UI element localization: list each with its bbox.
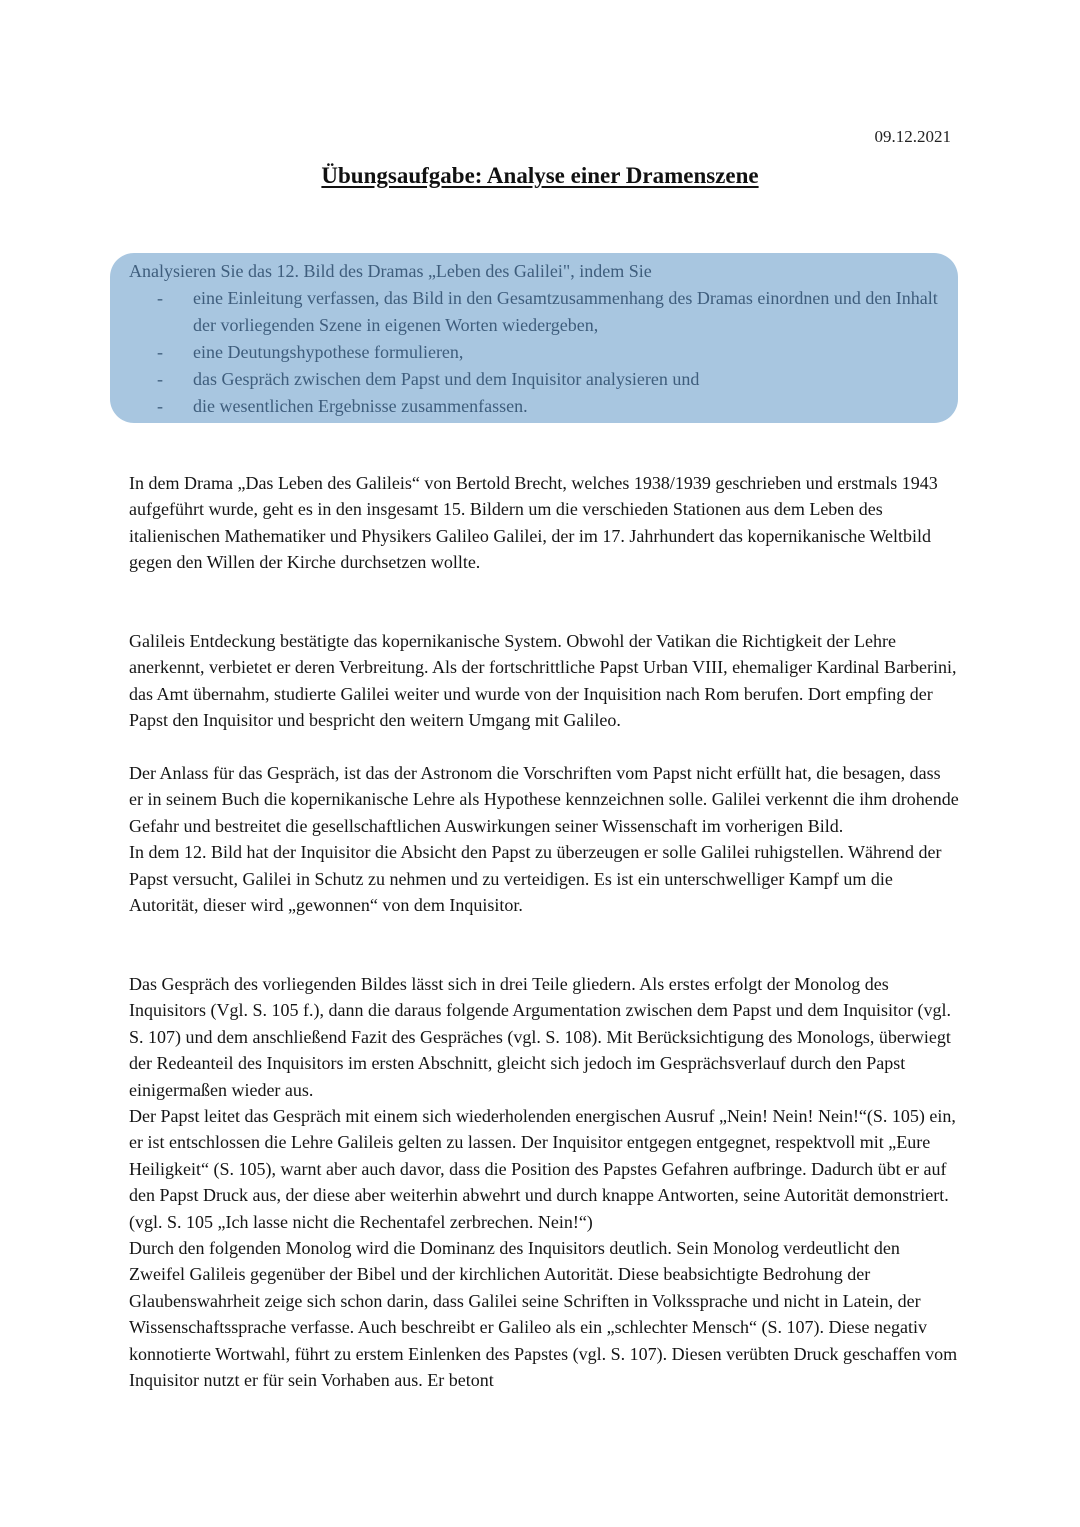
task-item-text: die wesentlichen Ergebnisse zusammenfassen. — [193, 395, 528, 416]
dash-bullet: - — [157, 287, 163, 308]
task-item — [129, 393, 938, 420]
task-item-text: eine Einleitung verfassen, das Bild in den Gesamtzusammenhang des Dramas einordnen und den Inhalt der vorliegenden Szene in eigenen Worten wiedergeben, — [193, 287, 938, 335]
hypothesis-paragraph: In dem 12. Bild hat der Inquisitor die Absicht den Papst zu überzeugen er solle Galilei ruhigstellen. Während der Papst versucht, Galilei in Schutz zu nehmen und zu verteidigen. Es ist ein unterschwelliger Kampf um die Autorität, dieser wird „gewonnen“ von dem Inquisitor. — [129, 842, 942, 916]
task-list — [129, 285, 938, 420]
task-item — [129, 339, 938, 366]
paragraph-text: Galileis Entdeckung bestätigte das kopernikanische System. Obwohl der Vatikan die Richtigkeit der Lehre anerkennt, verbietet er deren Verbreitung. Als der fortschrittliche Papst Urban VIII, ehemaliger Kardinal Barberini, das Amt übernahm, studierte Galilei weiter und wurde von der Inquisition nach Rom berufen. Dort empfing der Papst den Inquisitor und bespricht den weitern Umgang mit Galileo. — [129, 631, 957, 731]
task-box — [110, 253, 958, 423]
dash-bullet: - — [157, 341, 163, 362]
occasion-paragraph: Der Anlass für das Gespräch, ist das der Astronom die Vorschriften vom Papst nicht erfüllt hat, die besagen, dass er in seinem Buch die kopernikanische Lehre als Hypothese kennzeichnen solle. Galilei verkennt die ihm drohende Gefahr und bestreitet die gesellschaftlichen Auswirkungen seiner Wissenschaft im vorherigen Bild. — [129, 763, 959, 836]
paragraph-text: In dem Drama „Das Leben des Galileis“ von Bertold Brecht, welches 1938/1939 geschrieben und erstmals 1943 aufgeführt wurde, geht es in den insgesamt 15. Bildern um die verschieden Stationen aus dem Leben des italienischen Mathematiker und Physikers Galileo Galilei, der im 17. Jahrhundert das kopernikanische Weltbild gegen den Willen der Kirche durchsetzen wollte. — [129, 473, 938, 573]
structure-paragraph: Das Gespräch des vorliegenden Bildes lässt sich in drei Teile gliedern. Als erstes erfolgt der Monolog des Inquisitors (Vgl. S. 105 f.), dann die daraus folgende Argumentation zwischen dem Papst und dem Inquisitor (vgl. S. 107) und dem anschließend Fazit des Gespräches (vgl. S. 108). Mit Berücksichtigung des Monologs, überwiegt der Redeanteil des Inquisitors im ersten Abschnitt, gleicht sich jedoch im Gesprächsverlauf durch den Papst einigermaßen wieder aus. — [129, 974, 952, 1100]
occasion-section — [129, 760, 959, 918]
task-item — [129, 285, 938, 339]
task-item-text: eine Deutungshypothese formulieren, — [193, 341, 464, 362]
document-date: 09.12.2021 — [874, 127, 951, 146]
dash-bullet: - — [157, 368, 163, 389]
dash-bullet: - — [157, 395, 163, 416]
task-intro: Analysieren Sie das 12. Bild des Dramas „Leben des Galilei", indem Sie — [129, 261, 652, 281]
monologue-paragraph: Durch den folgenden Monolog wird die Dominanz des Inquisitors deutlich. Sein Monolog verdeutlicht den Zweifel Galileis gegenüber der Bibel und der kirchlichen Autorität. Diese beabsichtigte Bedrohung der Glaubenswahrheit zeige sich schon darin, dass Galilei seine Schriften in Volkssprache und nicht in Latein, der Wissenschaftssprache verfasse. Auch beschreibt er Galileo als ein „schlechter Mensch“ (S. 107). Diese negativ konnotierte Wortwahl, führt zu erstem Einlenken des Papstes (vgl. S. 107). Diesen verübten Druck geschaffen vom Inquisitor nutzt er für sein Vorhaben aus. Er betont — [129, 1238, 958, 1391]
opening-paragraph: Der Papst leitet das Gespräch mit einem sich wiederholenden energischen Ausruf „Nein! Nein! Nein!“(S. 105) ein, er ist entschlossen die Lehre Galileis gelten zu lassen. Der Inquisitor entgegen entgegnet, respektvoll mit „Eure Heiligkeit“ (S. 105), warnt aber auch davor, dass die Position des Papstes Gefahren aufbringe. Dadurch übt er auf den Papst Druck aus, der diese aber weiterhin abwehrt und durch knappe Antworten, seine Autorität demonstriert. (vgl. S. 105 „Ich lasse nicht die Rechentafel zerbrechen. Nein!“) — [129, 1106, 956, 1232]
intro-paragraph — [129, 470, 959, 576]
analysis-section — [129, 971, 959, 1394]
context-paragraph — [129, 628, 959, 734]
document-title: Übungsaufgabe: Analyse einer Dramenszene — [321, 163, 759, 188]
task-item-text: das Gespräch zwischen dem Papst und dem Inquisitor analysieren und — [193, 368, 700, 389]
task-item — [129, 366, 938, 393]
